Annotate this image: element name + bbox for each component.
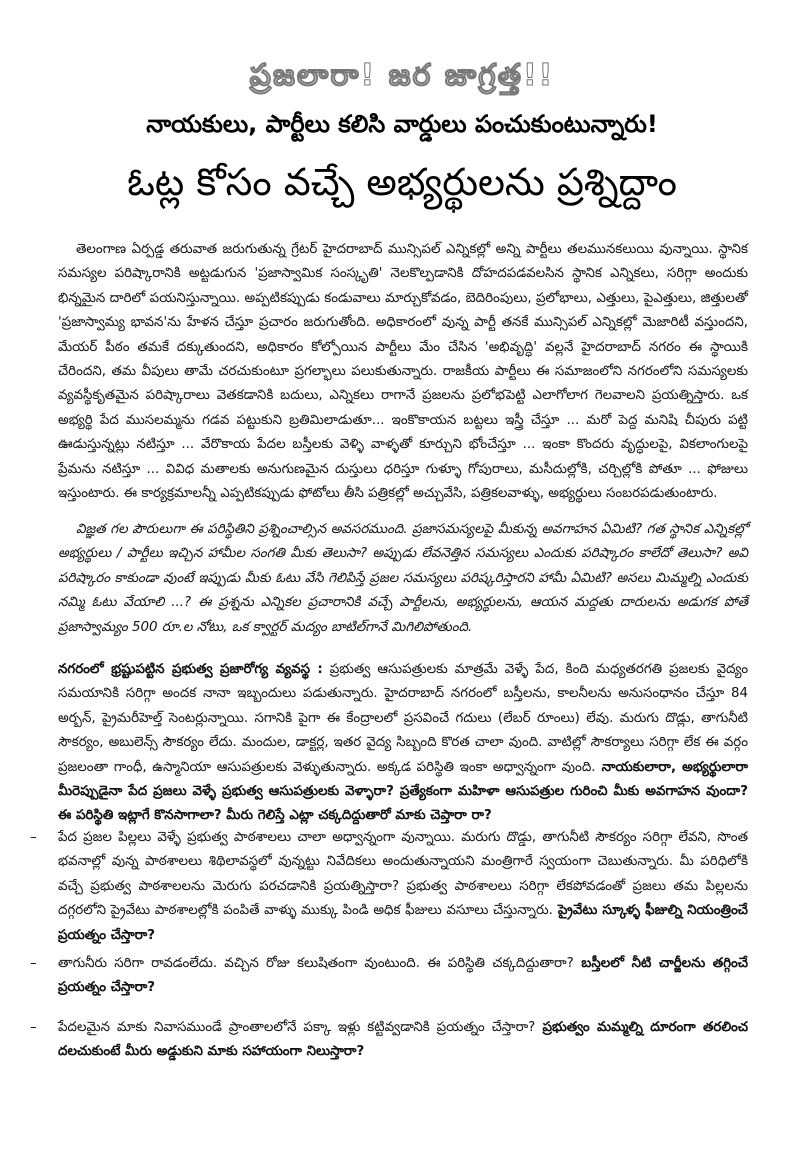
- health-question: నాయకులారా, అభ్యర్థులారా మీరెప్పుడైనా పేద ప్రజలు వెళ్ళే ప్రభుత్వ ఆసుపత్రులకు వెళ్ళారా? ప్రత్యేకంగా మహిళా ఆసుపత్రుల గురించి మీకు అవగాహన వుందా? ఈ పరిస్థితి ఇట్లాగే కొనసాగాలా? మీరు గెలిస్తే ఎట్లా చక్కదిద్దుతారో మాకు చెప్తారా రా?: [58, 759, 748, 824]
- bullet-question: ప్రభుత్వం మమ్మల్ని దూరంగా తరలించ దలచుకుంటే మీరు అడ్డుకుని మాకు సహాయంగా నిలుస్తారా?: [58, 1020, 748, 1060]
- bullet-body: పేద ప్రజల పిల్లలు వెళ్ళే ప్రభుత్వ పాఠశాలలు చాలా అధ్వాన్నంగా వున్నాయి. మరుగు దొడ్డు, తాగునీటి సౌకర్యం సరిగ్గా లేవని, సొంత భవనాల్లో వున్న పాఠశాలలు శిథిలావస్థలో వున్నట్టు నివేదికలు అందుతున్నాయని మంత్రిగారే స్వయంగా చెబుతున్నారు. మీ పరిధిలోకి వచ్చే ప్రభుత్వ పాఠశాలలను మెరుగు పరచడానికి ప్రయత్నిస్తారా? ప్రభుత్వ పాఠశాలలు సరిగ్గా లేకపోవడంతో ప్రజలు తమ పిల్లలను దగ్గరలోని ప్రైవేటు పాఠశాలల్లోకి పంపితే వాళ్ళు ముక్కు పిండి అధిక ఫీజులు వసూలు చేస్తున్నారు.: [58, 830, 748, 919]
- bullet-question: బస్తీలలో నీటి చార్జీలను తగ్గించే ప్రయత్నం చేస్తారా?: [58, 956, 749, 996]
- list-item: [30, 952, 748, 1001]
- health-heading: నగరంలో భ్రష్టుపట్టిన ప్రభుత్వ ప్రజారోగ్య వ్యవస్థ :: [58, 662, 323, 677]
- health-body: ప్రభుత్వ ఆసుపత్రులకు మాత్రమే వెళ్ళే పేద, కింది మధ్యతరగతి ప్రజలకు వైద్యం సమయానికి సరిగ్గా అందక నానా ఇబ్బందులు పడుతున్నారు. హైదరాబాద్ నగరంలో బస్తీలను, కాలనీలను అనుసంధానం చేస్తూ 84 అర్బన్, ప్రైమరీహెల్త్ సెంటర్లున్నాయి. సగానికి పైగా ఈ కేంద్రాలలో ప్రసవించే గదులు (లేబర్ రూంలు) లేవు. మరుగు దొడ్లు, తాగునీటి సౌకర్యం, అబులెన్స్ సౌకర్యం లేదు. మందుల, డాక్టర్ల, ఇతర వైద్య సిబ్బంది కొరత చాలా వుంది. వాటిల్లో సౌకర్యాలు సరిగ్గా లేక ఈ వర్గం ప్రజలంతా గాంధీ, ఉస్మానియా ఆసుపత్రులకు వెళ్ళుతున్నారు. అక్కడ పరిస్థితి ఇంకా అధ్వాన్నంగా వుంది.: [58, 662, 748, 775]
- page-title: ఓట్ల కోసం వచ్చే అభ్యర్థులను ప్రశ్నిద్దాం: [127, 160, 677, 204]
- bullet-body: పేదలమైన మాకు నివాసముండే ప్రాంతాలలోనే పక్కా ఇళ్లు కట్టివ్వడానికి ప్రయత్నం చేస్తారా?: [58, 1020, 536, 1035]
- header-slogan: ప్రజలారా! జర జాగ్రత్త!!: [249, 58, 555, 93]
- bullet-text: [58, 826, 748, 948]
- bullet-text: [58, 952, 748, 1001]
- bullet-dash: –: [30, 1020, 37, 1035]
- bullet-body: తాగునీరు సరిగా రావడంలేదు. వచ్చిన రోజు కలుషితంగా వుంటుంది. ఈ పరిస్థితి చక్కదిద్దుతారా?: [58, 956, 574, 971]
- bullet-text: [58, 1016, 748, 1065]
- header-subtitle: నాయకులు, పార్టీలు కలిసి వార్డులు పంచుకుంటున్నారు!: [146, 110, 658, 138]
- paragraph-health: [58, 658, 748, 829]
- bullet-dash: –: [30, 956, 37, 971]
- paragraph-intro: తెలంగాణ ఏర్పడ్డ తరువాత జరుగుతున్న గ్రేటర్ హైదరాబాద్ మున్సిపల్ ఎన్నికల్లో అన్ని పార్టీలు తలమునకలుయి వున్నాయి. స్థానిక సమస్యల పరిష్కారానికి అట్టడుగున 'ప్రజాస్వామిక సంస్కృతి' నెలకొల్పడానికి దోహదపడవలసిన స్థానిక ఎన్నికలు, సరిగ్గా అందుకు భిన్నమైన దారిలో పయనిస్తున్నాయి. అప్పటికప్పుడు కండువాలు మార్చుకోవడం, బెదిరింపులు, ప్రలోభాలు, ఎత్తులు, పైఎత్తులు, జిత్తులతో 'ప్రజాస్వామ్య భావన'ను హేళన చేస్తూ ప్రచారం జరుగుతోంది. అధికారంలో వున్న పార్టీ తనకే మున్సిపల్ ఎన్నికల్లో మెజారిటీ వస్తుందని, మేయర్ పీఠం తమకే దక్కుతుందని, అధికారం కోల్పోయిన పార్టీలు మేం చేసిన 'అభివృద్ధి' వల్లనే హైదరాబాద్ నగరం ఈ స్థాయికి చేరిందని, తమ వీపులు తామే చరచుకుంటూ ప్రగల్భాలు పలుకుతున్నారు. రాజకీయ పార్టీలు ఈ సమాజంలోని నగరంలోని సమస్యలకు వ్యవస్థీకృతమైన పరిష్కారాలు వెతకడానికి బదులు, ఎన్నికలు రాగానే ప్రజలను ప్రలోభపెట్టి ఎలాగోలాగ గెలవాలని ప్రయత్నిస్తారు. ఒక అభ్యర్థి పేద ముసలమ్మను గడవ పట్టుకుని బ్రతిమిలాడుతూ... ఇంకొకాయన బట్టలు ఇస్త్రీ చేస్తూ ... మరో పెద్ద మనిషి చీపురు పట్టి ఊడుస్తున్నట్లు నటిస్తూ ... వేరొకాయ పేదల బస్తీలకు వెళ్ళి వాళ్ళతో కూర్చుని భోంచేస్తూ ... ఇంకా కొందరు వృద్ధులపై, వికలాంగులపై ప్రేమను నటిస్తూ ... వివిధ మతాలకు అనుగుణమైన దుస్తులు ధరిస్తూ గుళ్ళూ గోపురాలు, మసీదుల్లోకి, చర్చిల్లోకి పోతూ ... ఫోజులు ఇస్తుంటారు. ఈ కార్యక్రమాలన్నీ ఎప్పటికప్పుడు ఫోటోలు తీసి పత్రికల్లో అచ్చువేసి, పత్రికలవాళ్ళు, అభ్యర్థులు సంబరపడుతుంటారు.: [58, 242, 748, 502]
- bullet-dash: –: [30, 830, 37, 845]
- list-item: [30, 826, 748, 948]
- paragraph-questions: విజ్ఞత గల పౌరులుగా ఈ పరిస్థితిని ప్రశ్నించాల్సిన అవసరముంది. ప్రజాసమస్యలపై మీకున్న అవగాహన ఏమిటి? గత స్థానిక ఎన్నికల్లో అభ్యర్థులు / పార్టీలు ఇచ్చిన హామీల సంగతి మీకు తెలుసా? అప్పుడు లేవనెత్తిన సమస్యలు ఎందుకు పరిష్కారం కాలేదో తెలుసా? అవి పరిష్కారం కాకుండా వుంటే ఇప్పుడు మీకు ఓటు వేసి గెలిపిస్తే ప్రజల సమస్యలు పరిష్కరిస్తారని హామీ ఏమిటి? అసలు మిమ్మల్ని ఎందుకు నమ్మి ఓటు వేయాలి ...? ఈ ప్రశ్నను ఎన్నికల ప్రచారానికి వచ్చే పార్టీలను, అభ్యర్థులను, ఆయన మద్దతు దారులను అడుగక పోతే ప్రజాస్వామ్యం 500 రూ.ల నోటు, ఒక క్వార్టర్ మద్యం బాటిల్‌గానే మిగిలిపోతుంది.: [58, 522, 748, 635]
- bullet-question: ప్రైవేటు స్కూళ్ళ ఫీజుల్ని నియంత్రించే ప్రయత్నం చేస్తారా?: [58, 903, 748, 943]
- list-item: [30, 1016, 748, 1065]
